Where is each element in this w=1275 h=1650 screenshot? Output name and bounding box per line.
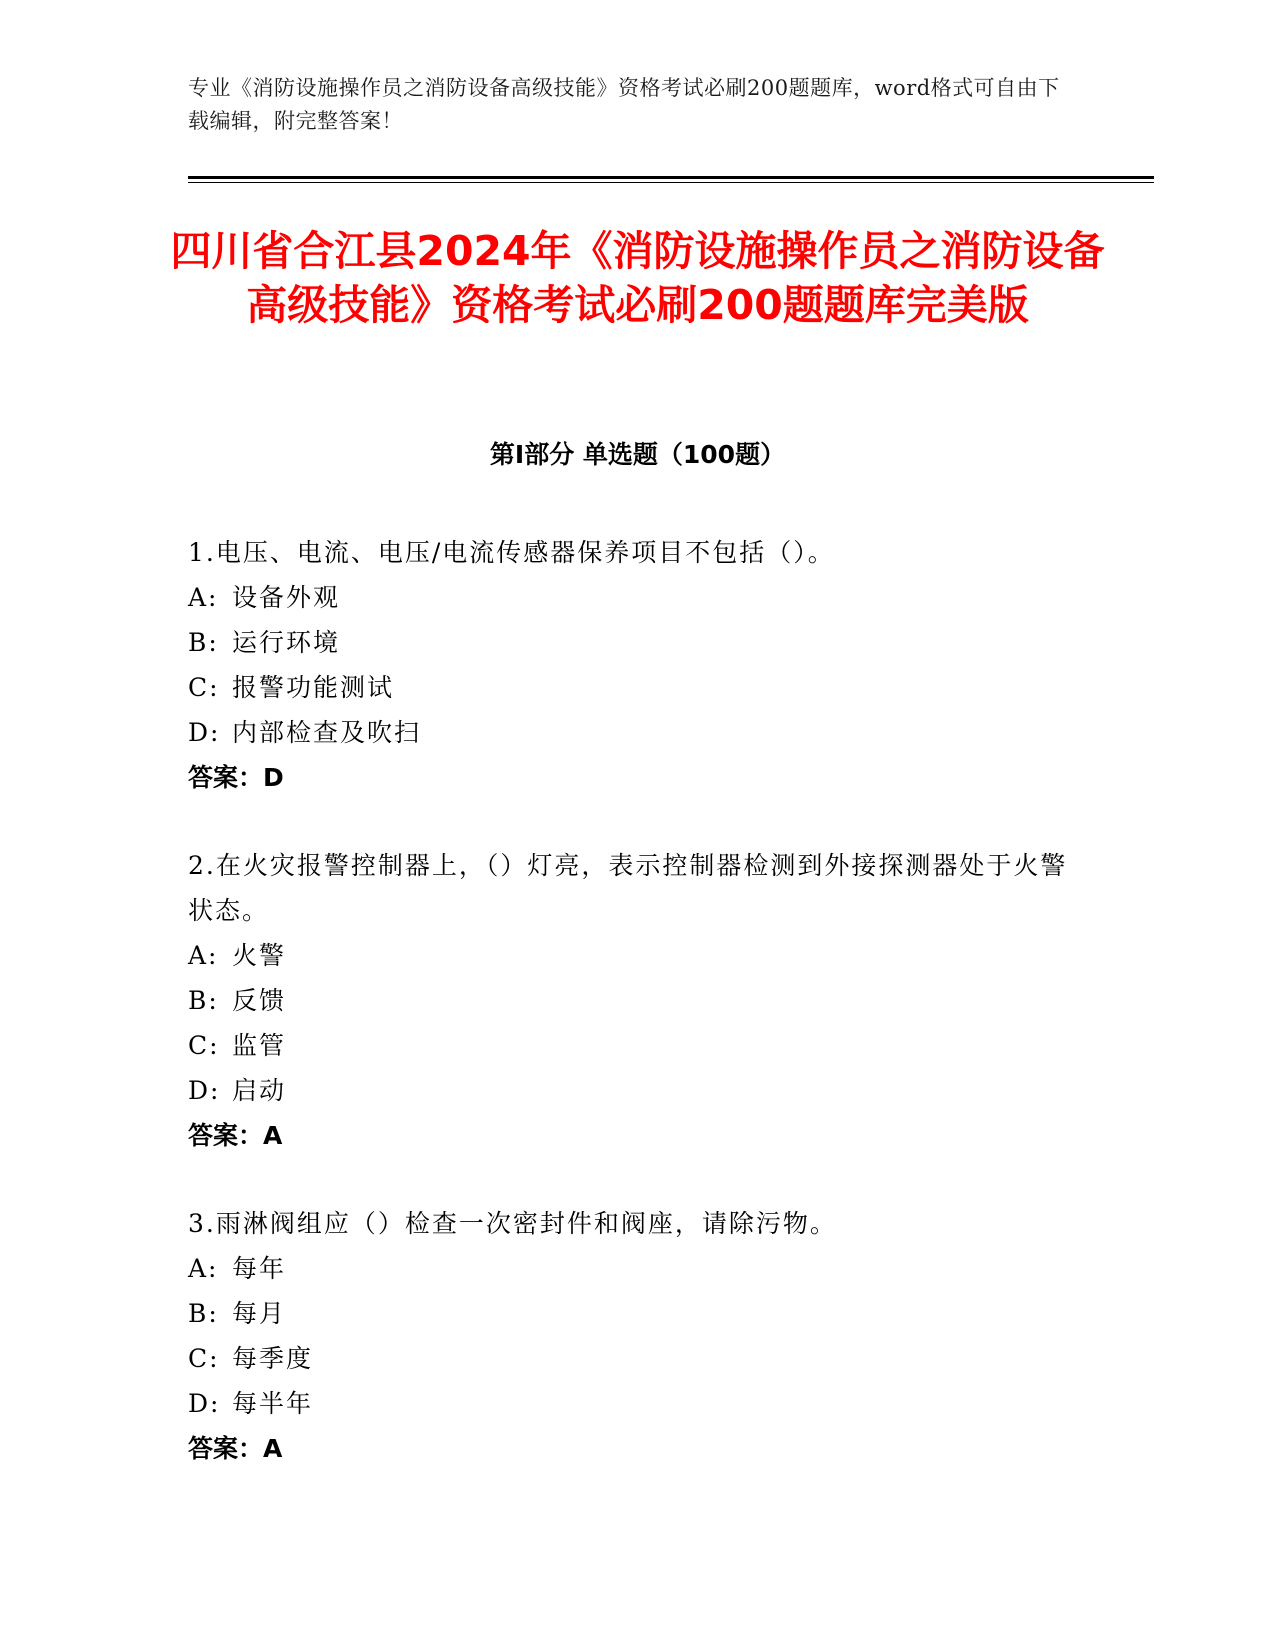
option-text: 启动 [232,1076,287,1105]
option-a [188,575,1068,620]
option-text: 每半年 [232,1389,314,1418]
option-text: 设备外观 [232,583,341,612]
header-note: 专业《消防设施操作员之消防设备高级技能》资格考试必刷200题题库，word格式可自由下载编辑，附完整答案！ [188,76,1060,133]
option-b [188,978,1068,1023]
option-d [188,710,1068,755]
option-c [188,1336,1068,1381]
option-text: 内部检查及吹扫 [232,718,422,747]
header-divider-thick [188,176,1154,179]
option-d [188,1381,1068,1426]
answer-line: 答案：A [188,1434,283,1463]
option-text: 运行环境 [232,628,341,657]
option-b [188,620,1068,665]
answer-line: 答案：A [188,1121,283,1150]
option-a [188,1246,1068,1291]
question-2 [188,843,1068,1159]
question-stem: 2.在火灾报警控制器上，（）灯亮，表示控制器检测到外接探测器处于火警状态。 [188,851,1068,925]
option-key: A: [188,1254,219,1283]
option-key: B: [188,1299,219,1328]
question-3 [188,1201,1068,1472]
option-text: 报警功能测试 [232,673,395,702]
option-text: 每月 [232,1299,287,1328]
option-text: 反馈 [232,986,287,1015]
option-a [188,933,1068,978]
option-key: D: [188,1389,221,1418]
question-1 [188,530,1068,801]
option-key: D: [188,1076,221,1105]
option-key: D: [188,718,221,747]
option-key: A: [188,941,219,970]
option-c [188,665,1068,710]
answer-line: 答案：D [188,763,284,792]
option-text: 每年 [232,1254,287,1283]
document-title: 四川省合江县2024年《消防设施操作员之消防设备高级技能》资格考试必刷200题题库完美版 [170,227,1105,329]
option-key: A: [188,583,219,612]
option-c [188,1023,1068,1068]
section-heading: 第I部分 单选题（100题） [489,440,786,469]
option-text: 监管 [232,1031,287,1060]
question-stem: 3.雨淋阀组应（）检查一次密封件和阀座，请除污物。 [188,1209,837,1238]
option-d [188,1068,1068,1113]
option-key: C: [188,673,220,702]
option-text: 每季度 [232,1344,314,1373]
option-key: C: [188,1031,220,1060]
option-key: B: [188,986,219,1015]
option-key: B: [188,628,219,657]
option-b [188,1291,1068,1336]
option-key: C: [188,1344,220,1373]
option-text: 火警 [232,941,287,970]
header-divider-thin [188,182,1154,183]
question-stem: 1.电压、电流、电压/电流传感器保养项目不包括（）。 [188,538,835,567]
question-list [188,530,1068,1514]
